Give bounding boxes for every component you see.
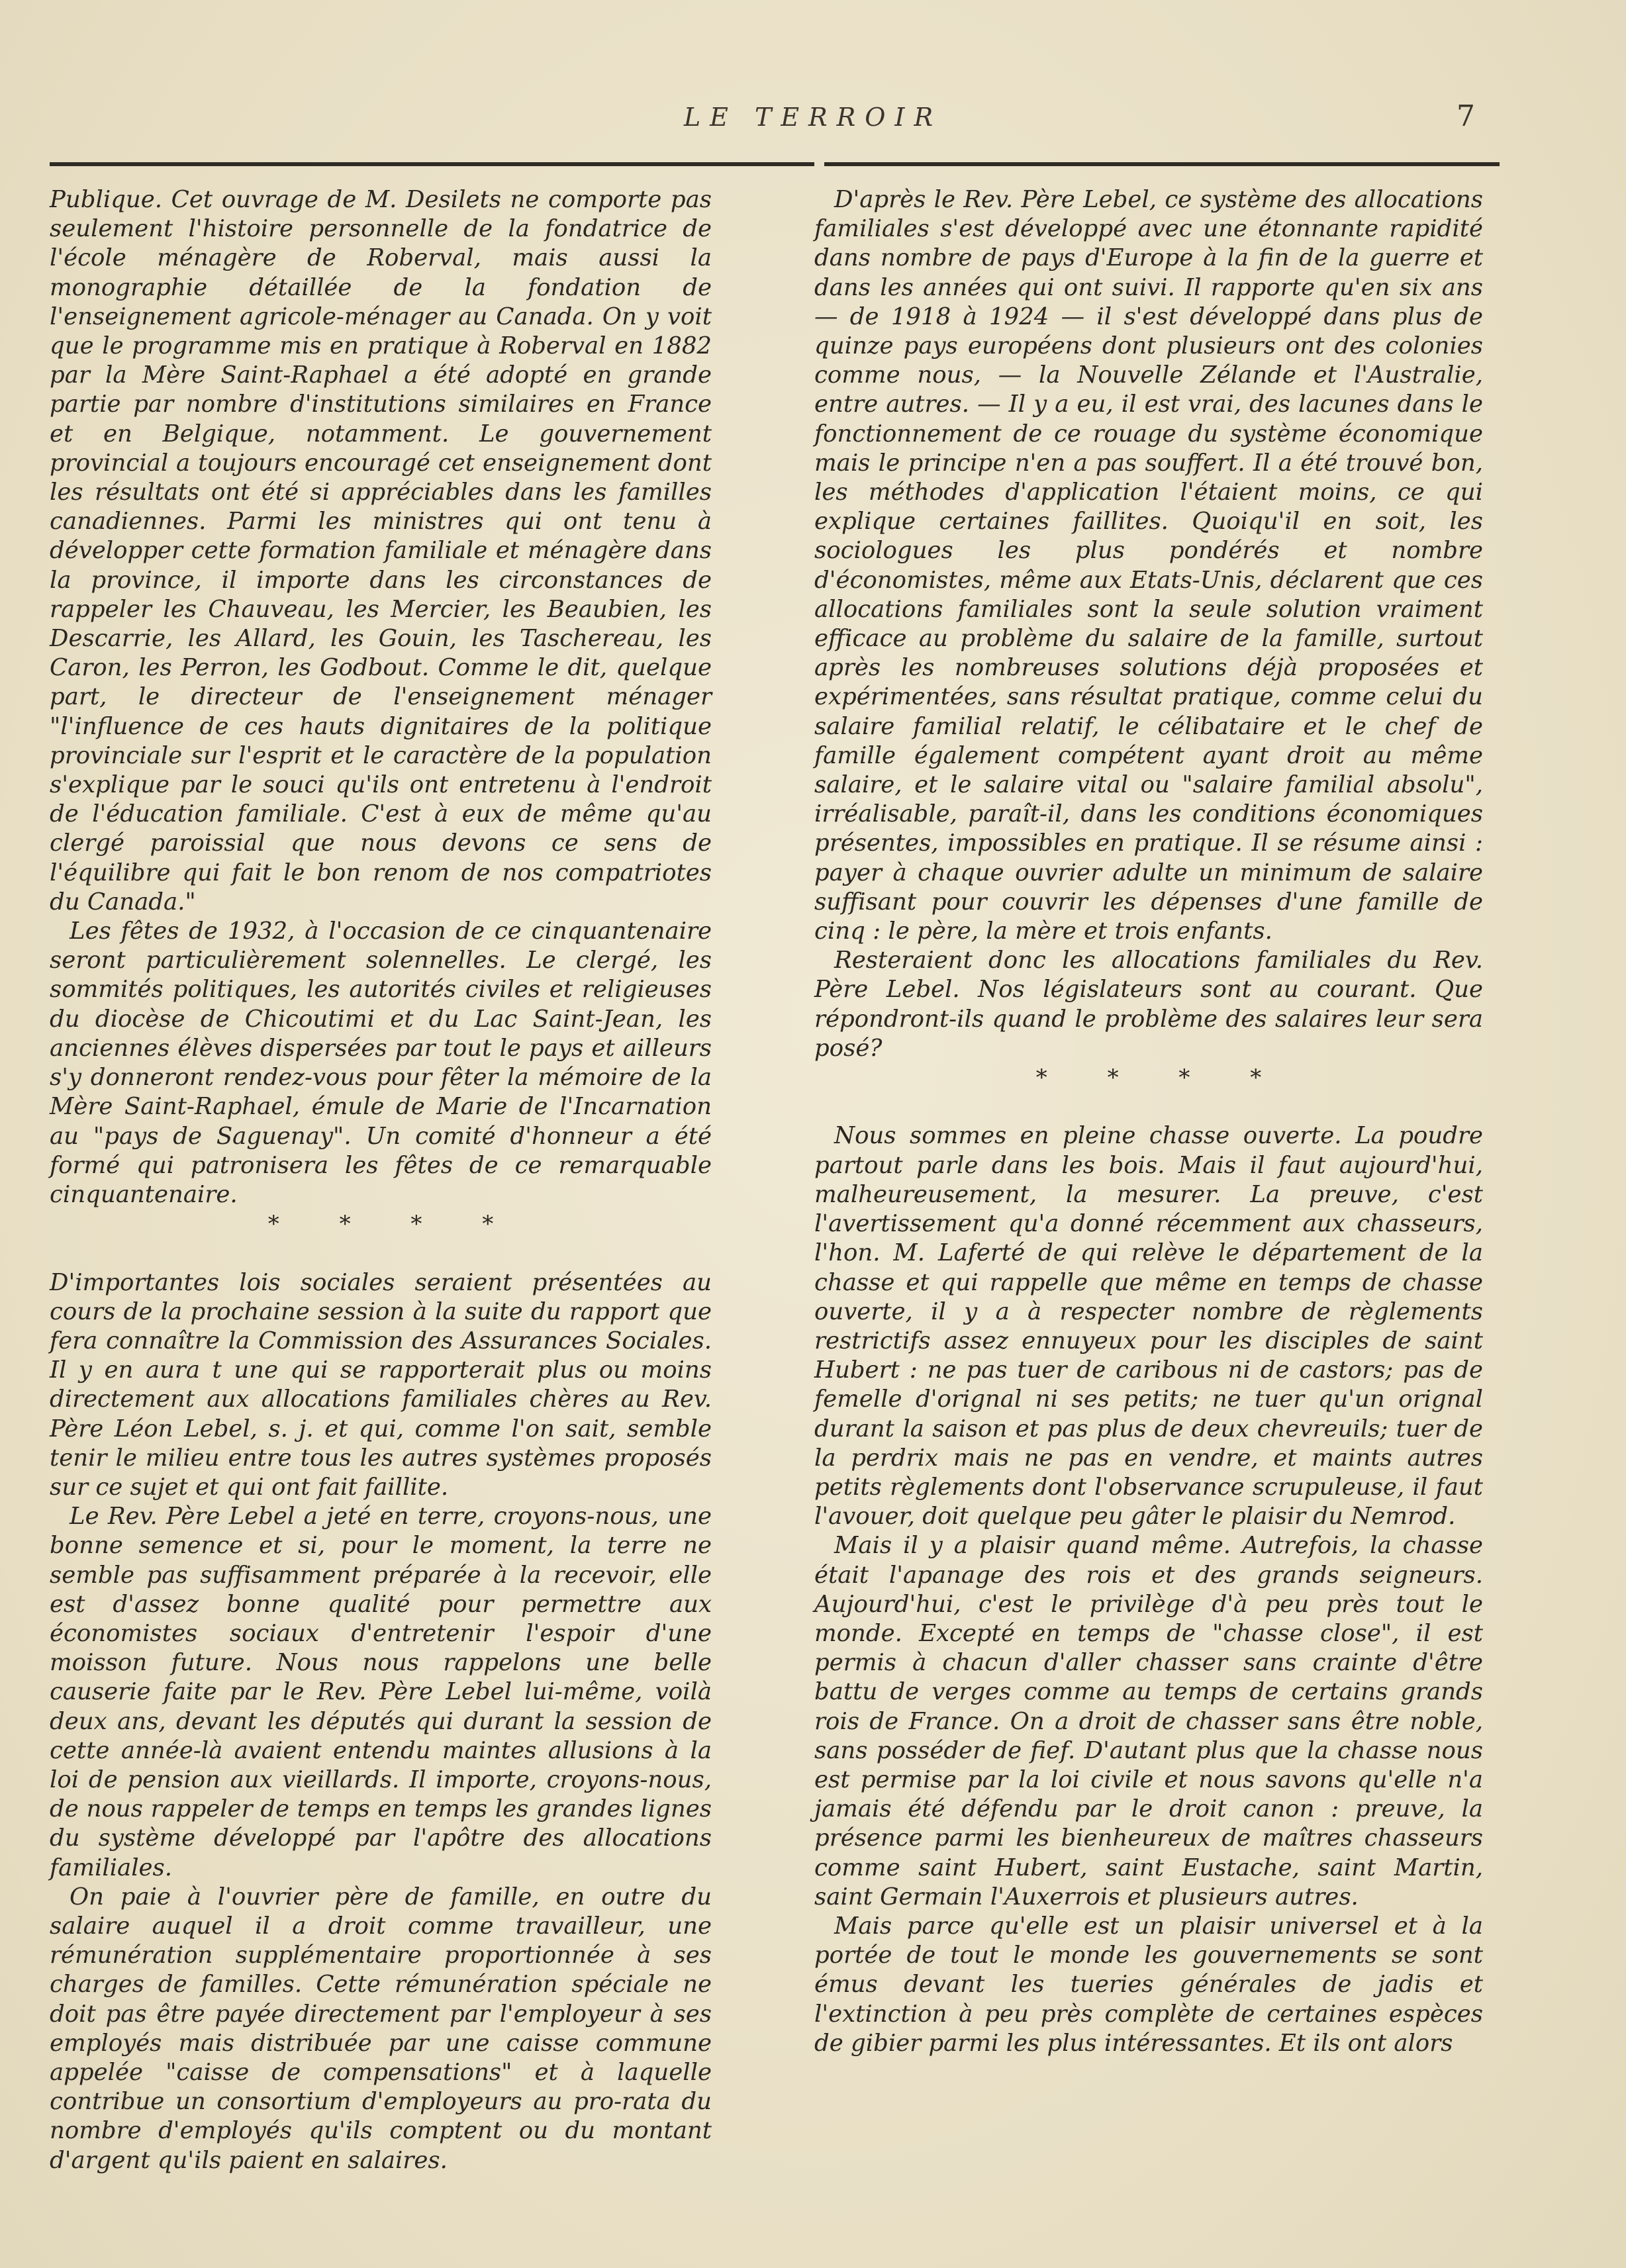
- left-paragraph-4: Le Rev. Père Lebel a jeté en terre, croyons-nous, une bonne semence et si, pour le moment, la terre ne semble pas suffisamment préparée à la recevoir, elle est d'assez bonne qualité pour permettre aux économistes sociaux d'entretenir l'espoir d'une moisson future. Nous nous rappelons une belle causerie faite par le Rev. Père Lebel lui-même, voilà deux ans, devant les députés qui durant la session de cette année-là avaient entendu maintes allusions à la loi de pension aux vieillards. Il importe, croyons-nous, de nous rappeler de temps en temps les grandes lignes du système développé par l'apôtre des allocations familiales.: [50, 1503, 712, 1881]
- right-column: [814, 185, 1483, 2058]
- left-paragraph-2: Les fêtes de 1932, à l'occasion de ce cinquantenaire seront particulièrement solennelles. Le clergé, les sommités politiques, les autorités civiles et religieuses du diocèse de Chicoutimi et du Lac Saint-Jean, les anciennes élèves dispersées par tout le pays et ailleurs s'y donneront rendez-vous pour fêter la mémoire de la Mère Saint-Raphael, émule de Marie de l'Incarnation au "pays de Saguenay". Un comité d'honneur a été formé qui patronisera les fêtes de ce remarquable cinquantenaire.: [50, 918, 712, 1208]
- section-gap: [814, 1092, 1483, 1121]
- section-separator: * * * *: [1035, 1064, 1288, 1092]
- right-paragraph-5: Mais parce qu'elle est un plaisir universel et à la portée de tout le monde les gouvernements se sont émus devant les tueries générales de jadis et l'extinction à peu près complète de certaines espèces de gibier parmi les plus intéressantes. Et ils ont alors: [814, 1912, 1483, 2057]
- right-paragraph-1: D'après le Rev. Père Lebel, ce système des allocations familiales s'est développé avec une étonnante rapidité dans nombre de pays d'Europe à la fin de la guerre et dans les années qui ont suivi. Il rapporte qu'en six ans — de 1918 à 1924 — il s'est développé dans plus de quinze pays européens dont plusieurs ont des colonies comme nous, — la Nouvelle Zélande et l'Australie, entre autres. — Il y a eu, il est vrai, des lacunes dans le fonctionnement de ce rouage du système économique mais le principe n'en a pas souffert. Il a été trouvé bon, les méthodes d'application l'étaient moins, ce qui explique certaines faillites. Quoiqu'il en soit, les sociologues les plus pondérés et nombre d'économistes, même aux Etats-Unis, déclarent que ces allocations familiales sont la seule solution vraiment efficace au problème du salaire de la famille, surtout après les nombreuses solutions déjà proposées et expérimentées, sans résultat pratique, comme celui du salaire familial relatif, le célibataire et le chef de famille également compétent ayant droit au même salaire, et le salaire vital ou "salaire familial absolu", irréalisable, paraît-il, dans les conditions économiques présentes, impossibles en pratique. Il se résume ainsi : payer à chaque ouvrier adulte un minimum de salaire suffisant pour couvrir les dépenses d'une famille de cinq : le père, la mère et trois enfants.: [814, 186, 1483, 945]
- left-paragraph-5: On paie à l'ouvrier père de famille, en outre du salaire auquel il a droit comme travailleur, une rémunération supplémentaire proportionnée à ses charges de familles. Cette rémunération spéciale ne doit pas être payée directement par l'employeur à ses employés mais distribuée par une caisse commune appelée "caisse de compensations" et à laquelle contribue un consortium d'employeurs au pro-rata du nombre d'employés qu'ils comptent ou du montant d'argent qu'ils paient en salaires.: [50, 1883, 712, 2174]
- header-rule-left: [50, 162, 814, 166]
- running-title: LE TERROIR: [683, 103, 943, 132]
- right-paragraph-2: Resteraient donc les allocations familiales du Rev. Père Lebel. Nos législateurs sont au courant. Que répondront-ils quand le problème des salaires leur sera posé?: [814, 947, 1483, 1062]
- section-separator: * * * *: [267, 1211, 520, 1238]
- right-paragraph-3: Nous sommes en pleine chasse ouverte. La poudre partout parle dans les bois. Mais il faut aujourd'hui, malheureusement, la mesurer. La preuve, c'est l'avertissement qu'a donné récemment aux chasseurs, l'hon. M. Laferté de qui relève le département de la chasse et qui rappelle que même en temps de chasse ouverte, il y a à respecter nombre de règlements restrictifs assez ennuyeux pour les disciples de saint Hubert : ne pas tuer de caribous ni de castors; pas de femelle d'orignal ni ses petits; ne tuer qu'un orignal durant la saison et pas plus de deux chevreuils; tuer de la perdrix mais ne pas en vendre, et maints autres petits règlements dont l'observance scrupuleuse, il faut l'avouer, doit quelque peu gâter le plaisir du Nemrod.: [814, 1122, 1483, 1531]
- page-number: 7: [1457, 99, 1475, 133]
- header-rule-right: [824, 162, 1500, 166]
- left-column: [50, 185, 712, 2175]
- section-gap: [50, 1239, 712, 1268]
- left-paragraph-1: Publique. Cet ouvrage de M. Desilets ne comporte pas seulement l'histoire personnelle de la fondatrice de l'école ménagère de Roberval, mais aussi la monographie détaillée de la fondation de l'enseignement agricole-ménager au Canada. On y voit que le programme mis en pratique à Roberval en 1882 par la Mère Saint-Raphael a été adopté en grande partie par nombre d'institutions similaires en France et en Belgique, notamment. Le gouvernement provincial a toujours encouragé cet enseignement dont les résultats ont été si appréciables dans les familles canadiennes. Parmi les ministres qui ont tenu à développer cette formation familiale et ménagère dans la province, il importe dans les circonstances de rappeler les Chauveau, les Mercier, les Beaubien, les Descarrie, les Allard, les Gouin, les Taschereau, les Caron, les Perron, les Godbout. Comme le dit, quelque part, le directeur de l'enseignement ménager "l'influence de ces hauts dignitaires de la politique provinciale sur l'esprit et le caractère de la population s'explique par le souci qu'ils ont entretenu à l'endroit de l'éducation familiale. C'est à eux de même qu'au clergé paroissial que nous devons ce sens de l'équilibre qui fait le bon renom de nos compatriotes du Canada.": [50, 186, 712, 916]
- right-paragraph-4: Mais il y a plaisir quand même. Autrefois, la chasse était l'apanage des rois et des grands seigneurs. Aujourd'hui, c'est le privilège d'à peu près tout le monde. Excepté en temps de "chasse close", il est permis à chacun d'aller chasser sans crainte d'être battu de verges comme au temps de certains grands rois de France. On a droit de chasser sans être noble, sans posséder de fief. D'autant plus que la chasse nous est permise par la loi civile et nous savons qu'elle n'a jamais été défendu par le droit canon : preuve, la présence parmi les bienheureux de maîtres chasseurs comme saint Hubert, saint Eustache, saint Martin, saint Germain l'Auxerrois et plusieurs autres.: [814, 1532, 1483, 1911]
- left-paragraph-3: D'importantes lois sociales seraient présentées au cours de la prochaine session à la suite du rapport que fera connaître la Commission des Assurances Sociales. Il y en aura t une qui se rapporterait plus ou moins directement aux allocations familiales chères au Rev. Père Léon Lebel, s. j. et qui, comme l'on sait, semble tenir le milieu entre tous les autres systèmes proposés sur ce sujet et qui ont fait faillite.: [50, 1268, 712, 1501]
